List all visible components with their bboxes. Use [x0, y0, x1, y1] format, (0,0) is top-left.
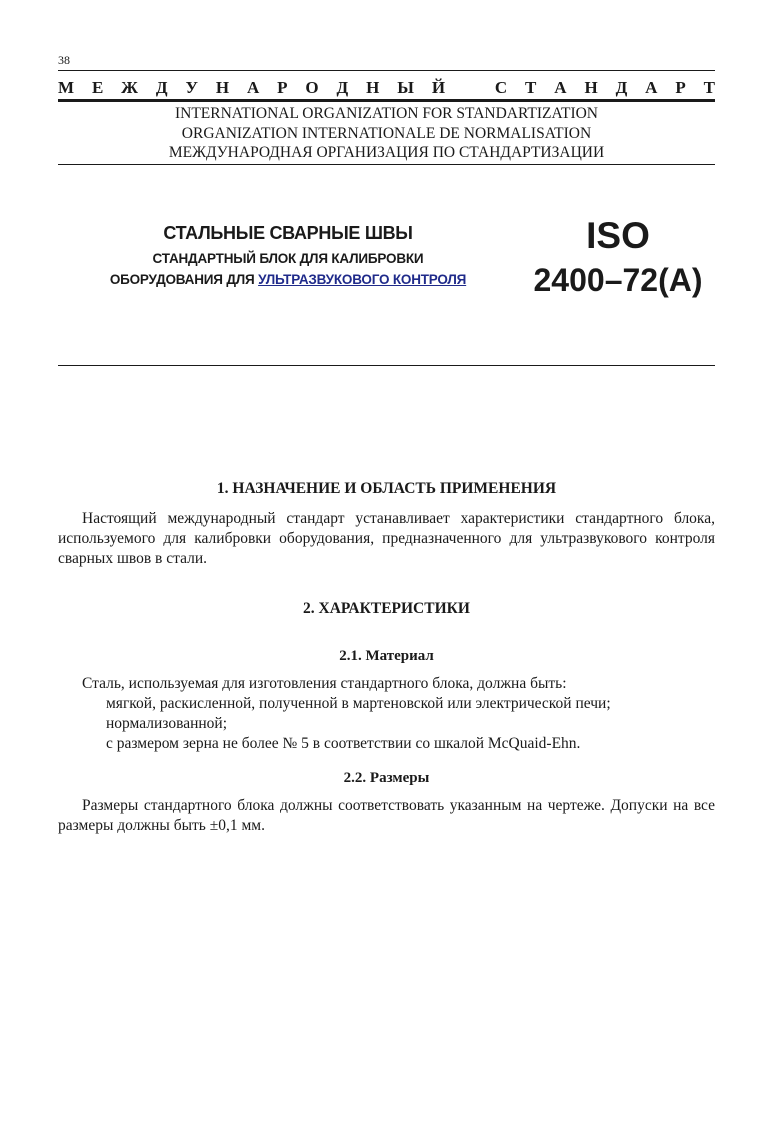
banner-letter: Й	[431, 78, 446, 97]
section-2-2-text: Размеры стандартного блока должны соответствовать указанным на чертеже. Допуски на все размеры должны быть ±0,1 мм.	[58, 797, 715, 834]
banner-letter: А	[554, 78, 567, 97]
banner-letter: Т	[703, 78, 715, 97]
banner-letter: О	[305, 78, 319, 97]
section-2-1-heading: 2.1. Материал	[339, 648, 434, 664]
org-name-fr: ORGANIZATION INTERNATIONALE DE NORMALISATION	[181, 124, 592, 142]
material-item: с размером зерна не более № 5 в соответствии со шкалой McQuaid-Ehn.	[106, 735, 581, 752]
thick-rule	[58, 99, 715, 102]
section-1-text: Настоящий международный стандарт устанавливает характеристики стандартного блока, используемого для калибровки оборудования, предназначенного для ультразвукового контроля сварных швов в стали.	[58, 510, 715, 567]
banner-letter: М	[58, 78, 75, 97]
banner-letter: Р	[277, 78, 288, 97]
section-2-heading: 2. ХАРАКТЕРИСТИКИ	[303, 600, 470, 617]
organization-names	[58, 104, 715, 163]
title-main: СТАЛЬНЫЕ СВАРНЫЕ ШВЫ	[163, 223, 413, 243]
banner-letter: У	[185, 78, 198, 97]
section-2-2-heading: 2.2. Размеры	[343, 770, 430, 786]
iso-number: 2400–72(A)	[533, 262, 703, 298]
banner-letter: А	[246, 78, 260, 97]
material-item: нормализованной;	[106, 715, 228, 732]
banner-letter: Н	[584, 78, 598, 97]
ultrasonic-control-link[interactable]: УЛЬТРАЗВУКОВОГО КОНТРОЛЯ	[258, 272, 467, 287]
iso-designation	[520, 214, 716, 302]
org-bottom-rule	[58, 164, 715, 165]
title-sub-prefix: ОБОРУДОВАНИЯ ДЛЯ	[109, 272, 259, 287]
banner-letter: С	[494, 78, 508, 97]
standard-banner	[58, 78, 715, 98]
material-item: мягкой, раскисленной, полученной в мартеновской или электрической печи;	[106, 695, 611, 712]
org-name-en: INTERNATIONAL ORGANIZATION FOR STANDARTIZATION	[174, 105, 599, 122]
iso-label: ISO	[586, 215, 650, 256]
banner-letter: Н	[366, 78, 380, 97]
top-thin-rule	[58, 70, 715, 71]
document-body	[58, 479, 715, 836]
document-title	[58, 222, 518, 290]
org-name-ru: МЕЖДУНАРОДНАЯ ОРГАНИЗАЦИЯ ПО СТАНДАРТИЗАЦИИ	[168, 144, 605, 161]
banner-gap	[463, 78, 477, 98]
banner-letter: Т	[525, 78, 537, 97]
title-sub-line2	[58, 269, 518, 290]
title-sub	[58, 248, 518, 290]
banner-letter: Н	[215, 78, 230, 97]
banner-letter: А	[645, 78, 658, 97]
banner-letter: Д	[336, 78, 349, 97]
banner-letter: Д	[155, 78, 168, 97]
header-bottom-rule	[58, 365, 715, 366]
banner-letter: Д	[615, 78, 628, 97]
section-2-1-intro: Сталь, используемая для изготовления стандартного блока, должна быть:	[82, 675, 567, 692]
page-number: 38	[58, 53, 70, 67]
section-1-heading: 1. НАЗНАЧЕНИЕ И ОБЛАСТЬ ПРИМЕНЕНИЯ	[216, 480, 557, 497]
title-sub-line1: СТАНДАРТНЫЙ БЛОК ДЛЯ КАЛИБРОВКИ	[152, 251, 424, 266]
banner-letter: Е	[91, 78, 104, 97]
banner-letter: Р	[675, 78, 686, 97]
banner-letter: Ы	[397, 78, 414, 97]
banner-letter: Ж	[121, 78, 138, 97]
